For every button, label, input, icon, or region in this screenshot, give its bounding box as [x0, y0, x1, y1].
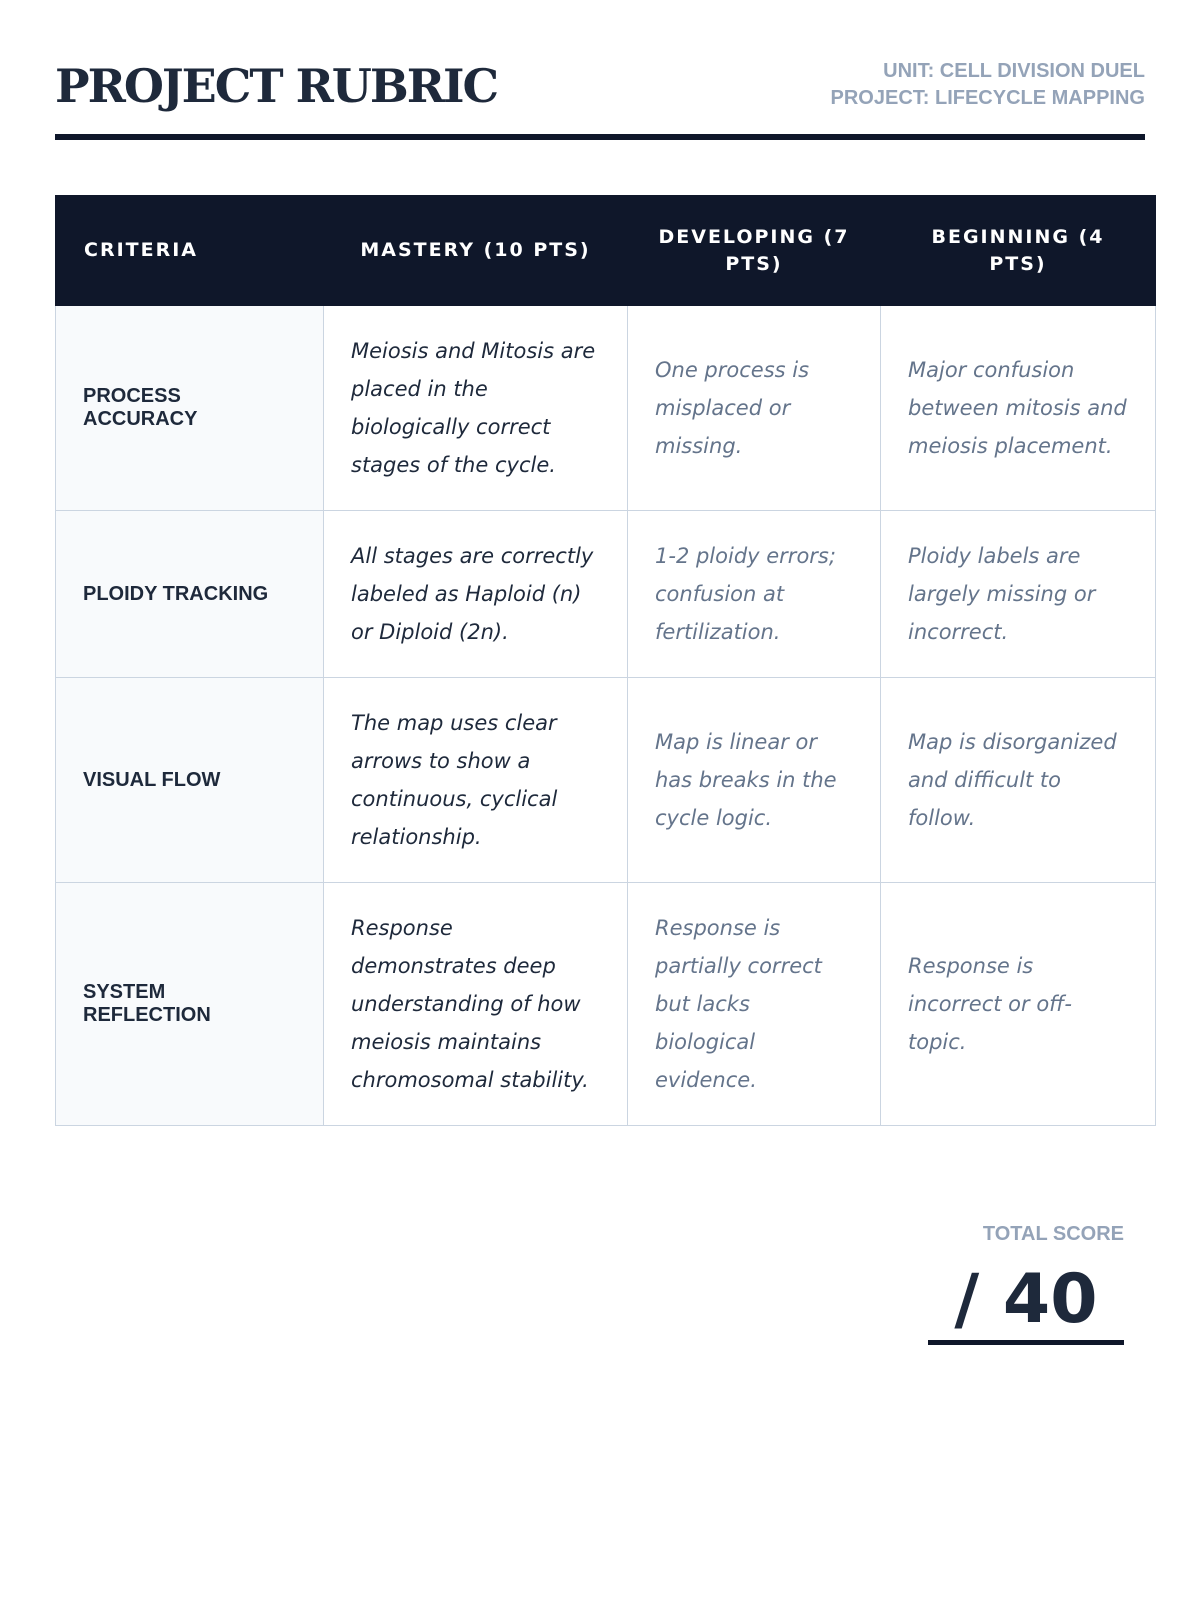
beginning-cell: Response is incorrect or off-topic. [881, 883, 1156, 1126]
criteria-cell: PROCESS ACCURACY [56, 306, 324, 511]
mastery-cell: Meiosis and Mitosis are placed in the biologically correct stages of the cycle. [324, 306, 628, 511]
total-score-field[interactable]: / 40 [928, 1260, 1124, 1345]
page-title: PROJECT RUBRIC [55, 59, 498, 113]
mastery-cell: The map uses clear arrows to show a continuous, cyclical relationship. [324, 678, 628, 883]
beginning-cell: Map is disorganized and difficult to follow. [881, 678, 1156, 883]
column-header-beginning: BEGINNING (4 PTS) [881, 196, 1156, 306]
table-header-row [56, 196, 1156, 306]
developing-cell: One process is misplaced or missing. [628, 306, 881, 511]
developing-cell: Map is linear or has breaks in the cycle logic. [628, 678, 881, 883]
column-header-criteria: CRITERIA [56, 196, 324, 306]
beginning-cell: Ploidy labels are largely missing or incorrect. [881, 511, 1156, 678]
criteria-cell: SYSTEM REFLECTION [56, 883, 324, 1126]
mastery-cell: Response demonstrates deep understanding of how meiosis maintains chromosomal stability. [324, 883, 628, 1126]
mastery-cell: All stages are correctly labeled as Haploid (n) or Diploid (2n). [324, 511, 628, 678]
criteria-cell: VISUAL FLOW [56, 678, 324, 883]
page-header [55, 0, 1145, 140]
table-row [56, 883, 1156, 1126]
rubric-table [55, 195, 1156, 1126]
column-header-mastery: MASTERY (10 PTS) [324, 196, 628, 306]
table-row [56, 678, 1156, 883]
unit-label: UNIT: CELL DIVISION DUEL [883, 60, 1145, 82]
total-score-section [928, 1222, 1124, 1345]
developing-cell: Response is partially correct but lacks biological evidence. [628, 883, 881, 1126]
header-meta [831, 58, 1145, 112]
total-score-label: TOTAL SCORE [982, 1223, 1124, 1245]
project-label: PROJECT: LIFECYCLE MAPPING [830, 87, 1145, 109]
developing-cell: 1-2 ploidy errors; confusion at fertilization. [628, 511, 881, 678]
beginning-cell: Major confusion between mitosis and meiosis placement. [881, 306, 1156, 511]
column-header-developing: DEVELOPING (7 PTS) [628, 196, 881, 306]
table-row [56, 511, 1156, 678]
table-row [56, 306, 1156, 511]
criteria-cell: PLOIDY TRACKING [56, 511, 324, 678]
